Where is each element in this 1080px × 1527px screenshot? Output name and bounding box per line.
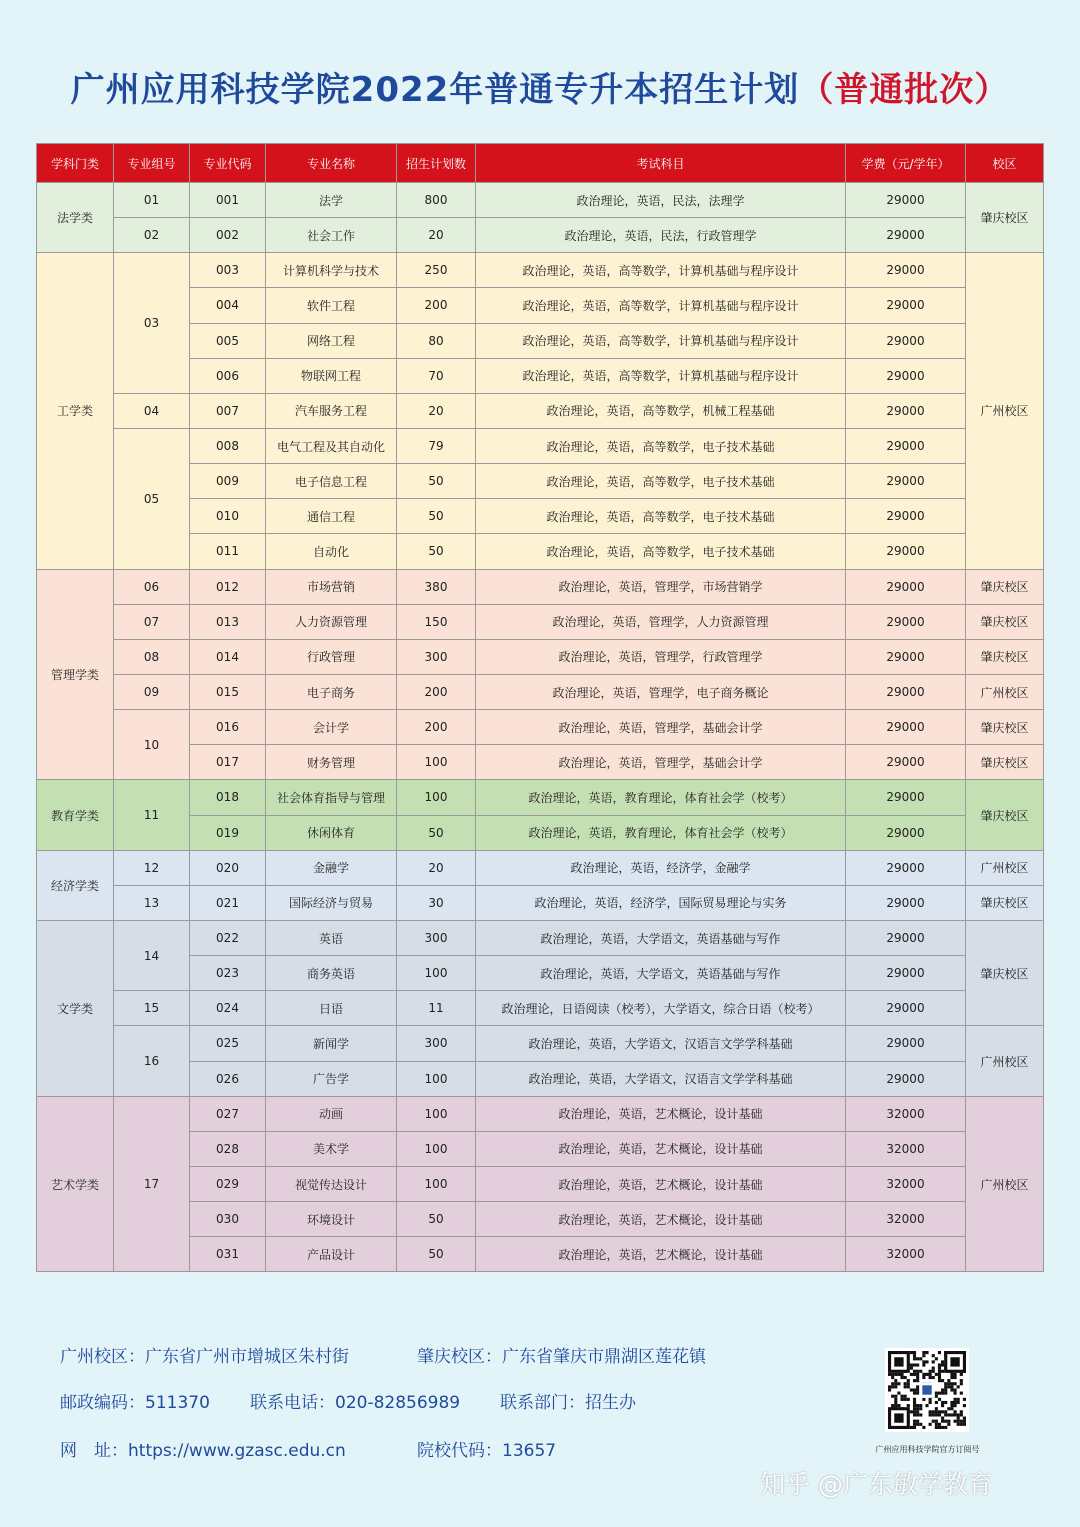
- major-name-cell: 广告学: [266, 1061, 397, 1096]
- plan-count-cell: 100: [397, 780, 476, 815]
- campus-cell: 肇庆校区: [966, 885, 1044, 920]
- plan-count-cell: 300: [397, 920, 476, 955]
- plan-count-cell: 11: [397, 991, 476, 1026]
- plan-count-cell: 150: [397, 604, 476, 639]
- major-code-cell: 019: [190, 815, 266, 850]
- school-code: 院校代码：13657: [417, 1441, 557, 1461]
- major-code-cell: 011: [190, 534, 266, 569]
- plan-count-cell: 20: [397, 850, 476, 885]
- group-number-cell: 04: [114, 393, 190, 428]
- major-code-cell: 023: [190, 956, 266, 991]
- group-number-cell: 07: [114, 604, 190, 639]
- major-name-cell: 商务英语: [266, 956, 397, 991]
- title-paren: （普通批次）: [799, 70, 1010, 110]
- major-name-cell: 计算机科学与技术: [266, 253, 397, 288]
- qr-code-icon[interactable]: [885, 1348, 969, 1432]
- plan-count-cell: 50: [397, 534, 476, 569]
- major-code-cell: 005: [190, 323, 266, 358]
- group-number-cell: 15: [114, 991, 190, 1026]
- major-name-cell: 电子信息工程: [266, 464, 397, 499]
- campus-cell: 肇庆校区: [966, 183, 1044, 253]
- table-row: [37, 218, 1044, 253]
- exam-subjects-cell: 政治理论，英语，艺术概论，设计基础: [476, 1096, 846, 1131]
- major-name-cell: 社会体育指导与管理: [266, 780, 397, 815]
- tuition-cell: 32000: [846, 1096, 966, 1131]
- exam-subjects-cell: 政治理论，英语，经济学，国际贸易理论与实务: [476, 885, 846, 920]
- exam-subjects-cell: 政治理论，英语，高等数学，计算机基础与程序设计: [476, 288, 846, 323]
- plan-count-cell: 200: [397, 674, 476, 709]
- major-name-cell: 美术学: [266, 1131, 397, 1166]
- major-code-cell: 009: [190, 464, 266, 499]
- exam-subjects-cell: 政治理论，英语，高等数学，计算机基础与程序设计: [476, 358, 846, 393]
- tuition-cell: 32000: [846, 1131, 966, 1166]
- phone: 联系电话：020-82856989: [250, 1393, 461, 1413]
- tuition-cell: 29000: [846, 920, 966, 955]
- table-header-row: [37, 144, 1044, 183]
- tuition-cell: 29000: [846, 991, 966, 1026]
- exam-subjects-cell: 政治理论，英语，高等数学，机械工程基础: [476, 393, 846, 428]
- plan-count-cell: 20: [397, 218, 476, 253]
- major-name-cell: 视觉传达设计: [266, 1166, 397, 1201]
- campus-cell: 广州校区: [966, 253, 1044, 569]
- column-header: 学科门类: [37, 144, 114, 183]
- exam-subjects-cell: 政治理论，英语，艺术概论，设计基础: [476, 1166, 846, 1201]
- major-name-cell: 电子商务: [266, 674, 397, 709]
- exam-subjects-cell: 政治理论，英语，大学语文，汉语言文学学科基础: [476, 1061, 846, 1096]
- tuition-cell: 29000: [846, 1061, 966, 1096]
- category-cell: 工学类: [37, 253, 114, 569]
- campus-cell: 肇庆校区: [966, 569, 1044, 604]
- table-row: [37, 991, 1044, 1026]
- major-name-cell: 新闻学: [266, 1026, 397, 1061]
- plan-count-cell: 200: [397, 288, 476, 323]
- tuition-cell: 29000: [846, 745, 966, 780]
- major-name-cell: 物联网工程: [266, 358, 397, 393]
- table-row: [37, 428, 1044, 463]
- major-code-cell: 020: [190, 850, 266, 885]
- tuition-cell: 29000: [846, 780, 966, 815]
- group-number-cell: 17: [114, 1096, 190, 1272]
- zhaoqing-campus-address: 肇庆校区：广东省肇庆市鼎湖区莲花镇: [417, 1347, 706, 1367]
- major-name-cell: 人力资源管理: [266, 604, 397, 639]
- plan-count-cell: 200: [397, 710, 476, 745]
- exam-subjects-cell: 政治理论，英语，管理学，电子商务概论: [476, 674, 846, 709]
- exam-subjects-cell: 政治理论，英语，教育理论，体育社会学（校考）: [476, 780, 846, 815]
- contact-dept: 联系部门：招生办: [500, 1393, 636, 1413]
- exam-subjects-cell: 政治理论，英语，管理学，基础会计学: [476, 745, 846, 780]
- plan-count-cell: 300: [397, 639, 476, 674]
- plan-count-cell: 30: [397, 885, 476, 920]
- major-code-cell: 018: [190, 780, 266, 815]
- category-cell: 艺术学类: [37, 1096, 114, 1272]
- category-cell: 管理学类: [37, 569, 114, 780]
- campus-cell: 肇庆校区: [966, 920, 1044, 1025]
- table-row: [37, 1026, 1044, 1061]
- table-row: [37, 183, 1044, 218]
- tuition-cell: 29000: [846, 569, 966, 604]
- table-row: [37, 569, 1044, 604]
- exam-subjects-cell: 政治理论，英语，管理学，市场营销学: [476, 569, 846, 604]
- major-name-cell: 国际经济与贸易: [266, 885, 397, 920]
- exam-subjects-cell: 政治理论，英语，管理学，行政管理学: [476, 639, 846, 674]
- exam-subjects-cell: 政治理论，英语，管理学，基础会计学: [476, 710, 846, 745]
- table-row: [37, 604, 1044, 639]
- plan-count-cell: 250: [397, 253, 476, 288]
- tuition-cell: 29000: [846, 885, 966, 920]
- exam-subjects-cell: 政治理论，英语，艺术概论，设计基础: [476, 1237, 846, 1272]
- guangzhou-campus-address: 广州校区：广东省广州市增城区朱村街: [60, 1347, 349, 1367]
- tuition-cell: 32000: [846, 1202, 966, 1237]
- group-number-cell: 16: [114, 1026, 190, 1096]
- major-name-cell: 英语: [266, 920, 397, 955]
- table-row: [37, 1096, 1044, 1131]
- exam-subjects-cell: 政治理论，英语，高等数学，电子技术基础: [476, 428, 846, 463]
- group-number-cell: 08: [114, 639, 190, 674]
- page-title: [0, 60, 1080, 120]
- group-number-cell: 06: [114, 569, 190, 604]
- major-code-cell: 003: [190, 253, 266, 288]
- tuition-cell: 29000: [846, 850, 966, 885]
- major-code-cell: 006: [190, 358, 266, 393]
- major-code-cell: 014: [190, 639, 266, 674]
- exam-subjects-cell: 政治理论，英语，高等数学，电子技术基础: [476, 534, 846, 569]
- website-link[interactable]: 网 址：https://www.gzasc.edu.cn: [60, 1441, 346, 1461]
- campus-cell: 广州校区: [966, 1096, 1044, 1272]
- major-code-cell: 022: [190, 920, 266, 955]
- tuition-cell: 29000: [846, 604, 966, 639]
- tuition-cell: 29000: [846, 639, 966, 674]
- plan-count-cell: 380: [397, 569, 476, 604]
- table-row: [37, 639, 1044, 674]
- plan-count-cell: 100: [397, 956, 476, 991]
- major-code-cell: 029: [190, 1166, 266, 1201]
- tuition-cell: 29000: [846, 464, 966, 499]
- postcode: 邮政编码：511370: [60, 1393, 210, 1413]
- major-code-cell: 004: [190, 288, 266, 323]
- major-name-cell: 日语: [266, 991, 397, 1026]
- tuition-cell: 29000: [846, 428, 966, 463]
- campus-cell: 肇庆校区: [966, 639, 1044, 674]
- plan-count-cell: 50: [397, 1237, 476, 1272]
- major-code-cell: 030: [190, 1202, 266, 1237]
- tuition-cell: 29000: [846, 674, 966, 709]
- column-header: 专业组号: [114, 144, 190, 183]
- exam-subjects-cell: 政治理论，英语，管理学，人力资源管理: [476, 604, 846, 639]
- category-cell: 文学类: [37, 920, 114, 1096]
- campus-cell: 广州校区: [966, 1026, 1044, 1096]
- table-row: [37, 674, 1044, 709]
- group-number-cell: 10: [114, 710, 190, 780]
- group-number-cell: 09: [114, 674, 190, 709]
- enrollment-plan-table: [36, 143, 1044, 1272]
- qr-caption: 广州应用科技学院官方订阅号: [875, 1445, 980, 1454]
- column-header: 考试科目: [476, 144, 846, 183]
- table-row: [37, 885, 1044, 920]
- major-name-cell: 市场营销: [266, 569, 397, 604]
- tuition-cell: 32000: [846, 1166, 966, 1201]
- plan-count-cell: 79: [397, 428, 476, 463]
- campus-cell: 肇庆校区: [966, 780, 1044, 850]
- exam-subjects-cell: 政治理论，日语阅读（校考），大学语文，综合日语（校考）: [476, 991, 846, 1026]
- major-name-cell: 通信工程: [266, 499, 397, 534]
- exam-subjects-cell: 政治理论，英语，经济学，金融学: [476, 850, 846, 885]
- exam-subjects-cell: 政治理论，英语，大学语文，汉语言文学学科基础: [476, 1026, 846, 1061]
- exam-subjects-cell: 政治理论，英语，艺术概论，设计基础: [476, 1131, 846, 1166]
- major-name-cell: 社会工作: [266, 218, 397, 253]
- major-code-cell: 024: [190, 991, 266, 1026]
- plan-count-cell: 100: [397, 745, 476, 780]
- major-name-cell: 软件工程: [266, 288, 397, 323]
- table-row: [37, 850, 1044, 885]
- campus-cell: 广州校区: [966, 674, 1044, 709]
- tuition-cell: 29000: [846, 956, 966, 991]
- title-main: 广州应用科技学院2022年普通专升本招生计划: [70, 70, 800, 110]
- plan-count-cell: 50: [397, 499, 476, 534]
- major-code-cell: 001: [190, 183, 266, 218]
- tuition-cell: 29000: [846, 288, 966, 323]
- tuition-cell: 32000: [846, 1237, 966, 1272]
- column-header: 学费（元/学年）: [846, 144, 966, 183]
- table-row: [37, 253, 1044, 288]
- major-code-cell: 021: [190, 885, 266, 920]
- table-row: [37, 710, 1044, 745]
- group-number-cell: 02: [114, 218, 190, 253]
- major-code-cell: 028: [190, 1131, 266, 1166]
- column-header: 招生计划数: [397, 144, 476, 183]
- campus-cell: 肇庆校区: [966, 745, 1044, 780]
- exam-subjects-cell: 政治理论，英语，高等数学，计算机基础与程序设计: [476, 253, 846, 288]
- category-cell: 法学类: [37, 183, 114, 253]
- exam-subjects-cell: 政治理论，英语，大学语文，英语基础与写作: [476, 920, 846, 955]
- major-name-cell: 动画: [266, 1096, 397, 1131]
- tuition-cell: 29000: [846, 358, 966, 393]
- category-cell: 教育学类: [37, 780, 114, 850]
- major-name-cell: 行政管理: [266, 639, 397, 674]
- column-header: 专业代码: [190, 144, 266, 183]
- plan-count-cell: 100: [397, 1131, 476, 1166]
- group-number-cell: 01: [114, 183, 190, 218]
- column-header: 专业名称: [266, 144, 397, 183]
- major-name-cell: 金融学: [266, 850, 397, 885]
- tuition-cell: 29000: [846, 710, 966, 745]
- plan-count-cell: 100: [397, 1061, 476, 1096]
- group-number-cell: 05: [114, 428, 190, 569]
- plan-count-cell: 100: [397, 1096, 476, 1131]
- exam-subjects-cell: 政治理论，英语，民法，行政管理学: [476, 218, 846, 253]
- major-code-cell: 015: [190, 674, 266, 709]
- major-code-cell: 026: [190, 1061, 266, 1096]
- table-row: [37, 393, 1044, 428]
- exam-subjects-cell: 政治理论，英语，民法，法理学: [476, 183, 846, 218]
- category-cell: 经济学类: [37, 850, 114, 920]
- exam-subjects-cell: 政治理论，英语，高等数学，电子技术基础: [476, 464, 846, 499]
- plan-count-cell: 20: [397, 393, 476, 428]
- table-row: [37, 920, 1044, 955]
- group-number-cell: 11: [114, 780, 190, 850]
- exam-subjects-cell: 政治理论，英语，高等数学，计算机基础与程序设计: [476, 323, 846, 358]
- major-code-cell: 008: [190, 428, 266, 463]
- plan-count-cell: 50: [397, 464, 476, 499]
- exam-subjects-cell: 政治理论，英语，艺术概论，设计基础: [476, 1202, 846, 1237]
- major-name-cell: 会计学: [266, 710, 397, 745]
- tuition-cell: 29000: [846, 253, 966, 288]
- campus-cell: 肇庆校区: [966, 710, 1044, 745]
- major-code-cell: 017: [190, 745, 266, 780]
- tuition-cell: 29000: [846, 323, 966, 358]
- major-name-cell: 环境设计: [266, 1202, 397, 1237]
- tuition-cell: 29000: [846, 1026, 966, 1061]
- major-code-cell: 007: [190, 393, 266, 428]
- major-name-cell: 休闲体育: [266, 815, 397, 850]
- group-number-cell: 03: [114, 253, 190, 394]
- major-code-cell: 016: [190, 710, 266, 745]
- plan-count-cell: 300: [397, 1026, 476, 1061]
- major-code-cell: 012: [190, 569, 266, 604]
- plan-count-cell: 50: [397, 1202, 476, 1237]
- major-name-cell: 产品设计: [266, 1237, 397, 1272]
- campus-cell: 广州校区: [966, 850, 1044, 885]
- exam-subjects-cell: 政治理论，英语，大学语文，英语基础与写作: [476, 956, 846, 991]
- major-code-cell: 027: [190, 1096, 266, 1131]
- plan-count-cell: 50: [397, 815, 476, 850]
- table-row: [37, 780, 1044, 815]
- major-name-cell: 法学: [266, 183, 397, 218]
- plan-count-cell: 800: [397, 183, 476, 218]
- table-body: [37, 183, 1044, 1272]
- group-number-cell: 12: [114, 850, 190, 885]
- exam-subjects-cell: 政治理论，英语，教育理论，体育社会学（校考）: [476, 815, 846, 850]
- plan-count-cell: 100: [397, 1166, 476, 1201]
- campus-cell: 肇庆校区: [966, 604, 1044, 639]
- tuition-cell: 29000: [846, 393, 966, 428]
- major-code-cell: 031: [190, 1237, 266, 1272]
- major-code-cell: 025: [190, 1026, 266, 1061]
- major-code-cell: 002: [190, 218, 266, 253]
- plan-count-cell: 70: [397, 358, 476, 393]
- exam-subjects-cell: 政治理论，英语，高等数学，电子技术基础: [476, 499, 846, 534]
- watermark: 知乎 @广东敏学教育: [760, 1470, 993, 1499]
- major-name-cell: 汽车服务工程: [266, 393, 397, 428]
- tuition-cell: 29000: [846, 815, 966, 850]
- plan-count-cell: 80: [397, 323, 476, 358]
- tuition-cell: 29000: [846, 534, 966, 569]
- major-code-cell: 013: [190, 604, 266, 639]
- major-name-cell: 电气工程及其自动化: [266, 428, 397, 463]
- major-name-cell: 自动化: [266, 534, 397, 569]
- group-number-cell: 14: [114, 920, 190, 990]
- tuition-cell: 29000: [846, 499, 966, 534]
- group-number-cell: 13: [114, 885, 190, 920]
- column-header: 校区: [966, 144, 1044, 183]
- major-name-cell: 财务管理: [266, 745, 397, 780]
- tuition-cell: 29000: [846, 183, 966, 218]
- major-code-cell: 010: [190, 499, 266, 534]
- tuition-cell: 29000: [846, 218, 966, 253]
- major-name-cell: 网络工程: [266, 323, 397, 358]
